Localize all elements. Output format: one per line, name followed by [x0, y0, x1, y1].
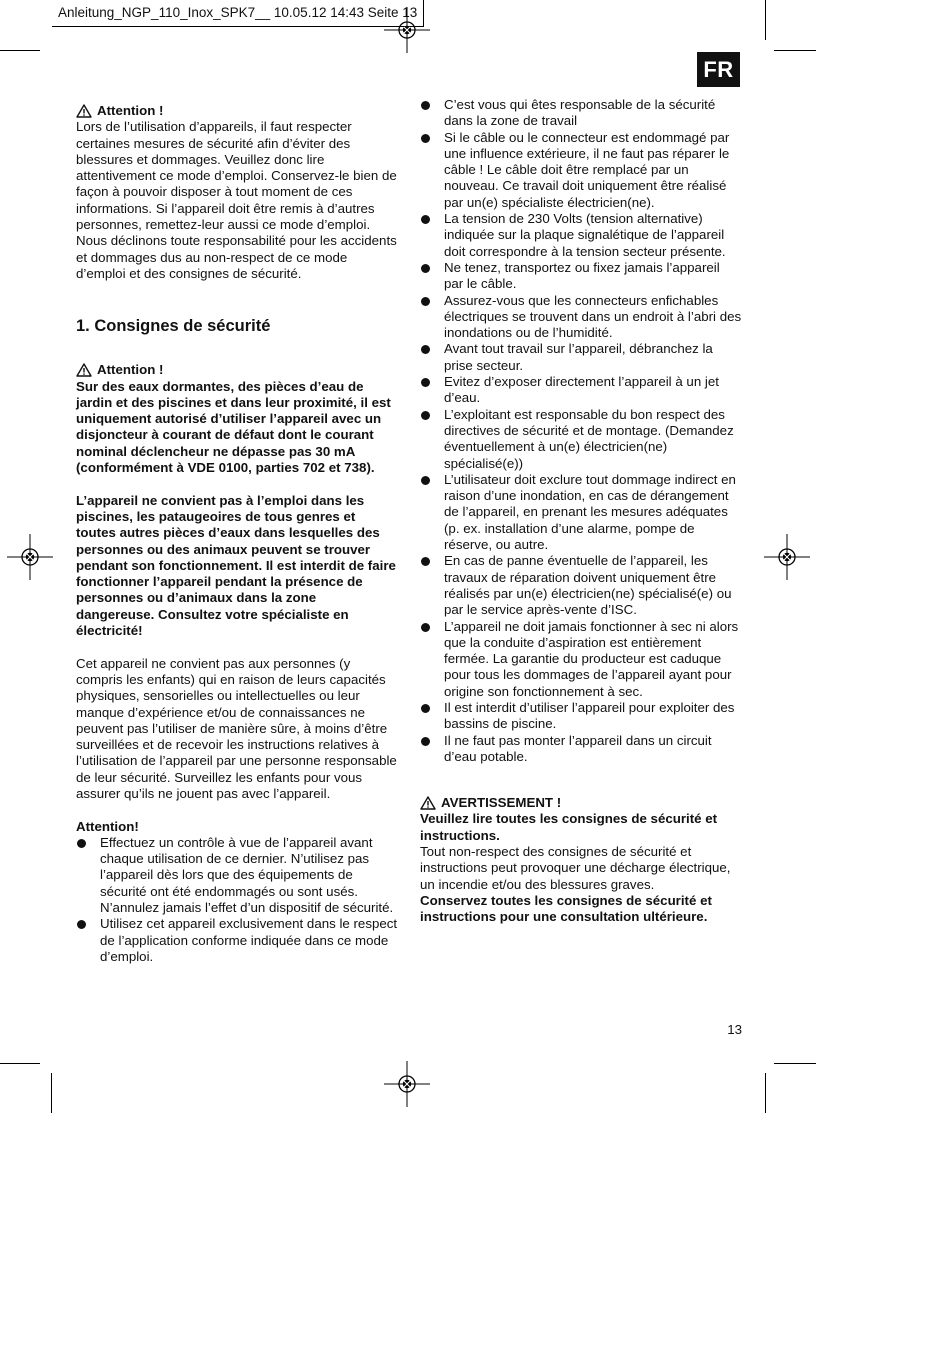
list-item: L’utilisateur doit exclure tout dommage indirect en raison d’une inondation, en cas de dérangement de l’appareil, en prenant les mesures adéquates (p. ex. installation d’une alarme, pompe de réserve, ou autre.: [420, 472, 742, 553]
bold-paragraph: Veuillez lire toutes les consignes de sécurité et instructions.: [420, 811, 718, 843]
registration-mark-icon: [384, 7, 430, 53]
list-item: Ne tenez, transportez ou fixez jamais l’appareil par le câble.: [420, 260, 742, 293]
list-item: La tension de 230 Volts (tension alternative) indiquée sur la plaque signalétique de l’appareil doit correspondre à la tension secteur présente.: [420, 211, 742, 260]
bold-paragraph: Sur des eaux dormantes, des pièces d’eau de jardin et des piscines et dans leur proximité, il est uniquement autorisé d’utiliser l’appareil avec un disjoncteur à courant de défaut dont le courant nominal déclencheur ne dépasse pas 30 mA (conformément à VDE 0100, parties 702 et 738).: [76, 378, 391, 476]
warning-triangle-icon: [420, 796, 436, 810]
language-badge: FR: [697, 52, 740, 87]
crop-mark: [774, 1063, 816, 1064]
list-item: Effectuez un contrôle à vue de l’appareil avant chaque utilisation de ce dernier. N’utilisez pas l’appareil dès lors que des équipements de sécurité ont été endommagés ou sont usés. N’annulez jamais l’effet d’un dispositif de sécurité.: [76, 835, 398, 916]
list-item: Il ne faut pas monter l’appareil dans un circuit d’eau potable.: [420, 733, 742, 766]
list-item: C’est vous qui êtes responsable de la sécurité dans la zone de travail: [420, 97, 742, 130]
warning-triangle-icon: [76, 363, 92, 377]
list-item: Evitez d’exposer directement l’appareil à un jet d’eau.: [420, 374, 742, 407]
paragraph: Cet appareil ne convient pas aux personnes (y compris les enfants) qui en raison de leurs capacités physiques, sensorielles ou intellectuelles ou leur manque d’expérience et/ou de connaissances ne peuvent pas l’utiliser de manière sûre, à moins d’être surveillées et de recevoir les instructions relatives à l’utilisation de l’appareil par une personne responsable de leur sécurité. Surveillez les enfants pour vous assurer qu’ils ne jouent pas avec l’appareil.: [76, 655, 397, 801]
list-item: Utilisez cet appareil exclusivement dans le respect de l’application conforme indiquée dans ce mode d’emploi.: [76, 916, 398, 965]
warning-triangle-icon: [76, 104, 92, 118]
bold-paragraph: Conservez toutes les consignes de sécurité et instructions pour une consultation ultérieure.: [420, 892, 712, 925]
paragraph: Tout non-respect des consignes de sécurité et instructions peut provoquer une décharge électrique, un incendie et/ou des blessures graves.: [420, 844, 731, 892]
bullet-list: [420, 97, 742, 765]
attention-subheading: Attention!: [76, 818, 139, 834]
registration-mark-icon: [764, 534, 810, 580]
warning-title: AVERTISSEMENT !: [441, 795, 562, 811]
list-item: L’exploitant est responsable du bon respect des directives de sécurité et de montage. (Demandez éventuellement à un(e) électricien(ne) spécialisé(e)): [420, 407, 742, 472]
attention-heading: [76, 362, 398, 378]
registration-mark-icon: [384, 1061, 430, 1107]
attention-title: Attention !: [97, 103, 164, 118]
crop-mark: [774, 50, 816, 51]
crop-mark: [765, 0, 766, 40]
left-column: [76, 103, 398, 965]
warning-heading: [420, 795, 742, 811]
print-slug: Anleitung_NGP_110_Inox_SPK7__ 10.05.12 14:43 Seite 13: [52, 0, 424, 27]
list-item: Avant tout travail sur l’appareil, débranchez la prise secteur.: [420, 341, 742, 374]
list-item: L’appareil ne doit jamais fonctionner à sec ni alors que la conduite d’aspiration est entièrement fermée. La garantie du producteur est caduque pour tous les dommages de l’appareil ayant pour origine son fonctionnement à sec.: [420, 619, 742, 700]
crop-mark: [765, 1073, 766, 1113]
registration-mark-icon: [7, 534, 53, 580]
intro-paragraph: Lors de l’utilisation d’appareils, il faut respecter certaines mesures de sécurité afin d’éviter des blessures et dommages. Veuillez donc lire attentivement ce mode d’emploi. Conservez-le bien de façon à pouvoir disposer à tout moment de ces informations. Si l’appareil doit être remis à d’autres personnes, remettez-leur aussi ce mode d’emploi. Nous déclinons toute responsabilité pour les accidents et dommages dus au non-respect de ce mode d’emploi et des consignes de sécurité.: [76, 119, 397, 281]
list-item: Il est interdit d’utiliser l’appareil pour exploiter des bassins de piscine.: [420, 700, 742, 733]
crop-mark: [0, 50, 40, 51]
page-number: 13: [727, 1022, 742, 1037]
attention-heading: [76, 103, 398, 119]
attention-title: Attention !: [97, 362, 164, 378]
bullet-list: [76, 835, 398, 965]
bold-paragraph: L’appareil ne convient pas à l’emploi dans les piscines, les pataugeoires de tous genres et toutes autres pièces d’eaux dans lesquelles des personnes ou des animaux peuvent se trouver pendant son fonctionnement. Il est interdit de faire fonctionner l’appareil pendant la présence de personnes ou d’animaux dans la zone dangereuse. Consultez votre spécialiste en électricité!: [76, 492, 396, 639]
list-item: En cas de panne éventuelle de l’appareil, les travaux de réparation doivent uniquement être réalisés par un(e) électricien(ne) spécialisé(e) ou par le service après-vente d’ISC.: [420, 553, 742, 618]
crop-mark: [51, 1073, 52, 1113]
list-item: Assurez-vous que les connecteurs enfichables électriques se trouvent dans un endroit à l’abri des inondations ou de l’humidité.: [420, 293, 742, 342]
list-item: Si le câble ou le connecteur est endommagé par une influence extérieure, il ne faut pas réparer le câble ! Le câble doit être remplacé par un nouveau. Ce travail doit uniquement être réalisé par un(e) spécialiste électricien(ne).: [420, 130, 742, 211]
section-heading: 1. Consignes de sécurité: [76, 317, 271, 336]
right-column: [420, 97, 742, 926]
crop-mark: [0, 1063, 40, 1064]
